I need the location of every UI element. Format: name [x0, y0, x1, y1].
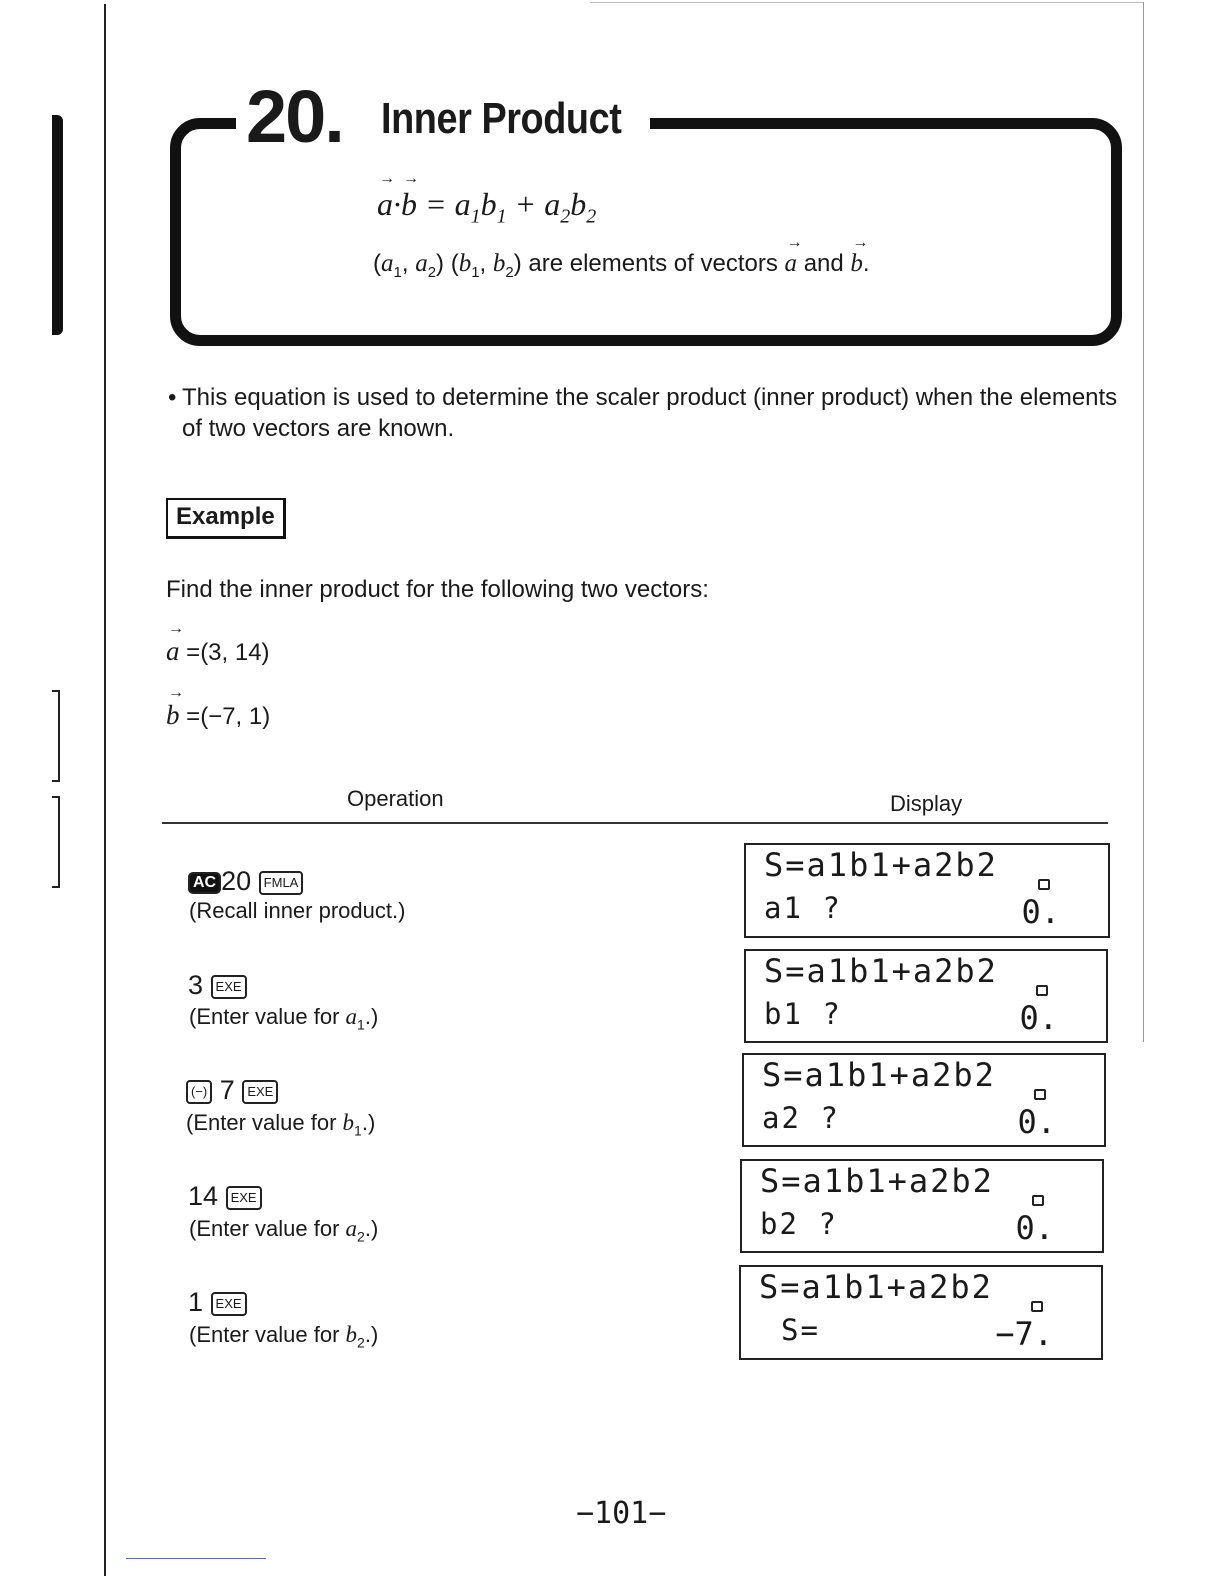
column-header-operation: Operation [347, 786, 444, 811]
display-value: 0. [1017, 1103, 1056, 1141]
operation-step-5: 1 EXE [188, 1287, 247, 1318]
display-formula: S=a1b1+a2b2 [764, 846, 998, 884]
column-header-display: Display [890, 791, 963, 816]
thumb-index-tab [52, 115, 63, 335]
inner-product-formula: → $a\cdot\to b = a_1b_1 + a_2b_2$ [377, 186, 596, 228]
edge-bracket [52, 796, 60, 888]
exe-key: EXE [211, 1292, 247, 1316]
display-value: 0. [1019, 999, 1058, 1037]
scan-right-edge [1143, 2, 1144, 1042]
operation-step-3: (−) 7 EXE [186, 1075, 278, 1106]
binding-edge-line [104, 4, 106, 1576]
example-prompt: Find the inner product for the following two vectors: [166, 576, 709, 603]
display-prompt: a2 ? [762, 1101, 840, 1135]
indicator-icon [1038, 879, 1050, 890]
operation-step-4: 14 EXE [188, 1181, 262, 1212]
calculator-display [744, 843, 1110, 938]
fmla-key: FMLA [259, 871, 304, 895]
indicator-icon [1031, 1301, 1043, 1312]
display-formula: S=a1b1+a2b2 [759, 1268, 993, 1306]
calculator-display [740, 1159, 1104, 1253]
intro-text: This equation is used to determine the scaler product (inner product) when the elements of two vectors are known. [182, 384, 1118, 442]
step-note: (Enter value for $a_1$.) [189, 1004, 379, 1033]
display-value: −7. [995, 1315, 1053, 1353]
display-formula: S=a1b1+a2b2 [760, 1162, 994, 1200]
calculator-display [739, 1265, 1103, 1360]
calculator-display [744, 949, 1108, 1043]
operation-step-1 [188, 866, 303, 897]
indicator-icon [1032, 1195, 1044, 1206]
operation-step-2: 3 EXE [188, 970, 247, 1001]
step-note: (Recall inner product.) [189, 898, 406, 923]
calculator-display [742, 1053, 1106, 1147]
example-label: Example [166, 498, 286, 539]
indicator-icon [1034, 1089, 1046, 1100]
step-note: (Enter value for $b_2$.) [189, 1322, 379, 1351]
scan-blue-line [126, 1558, 266, 1559]
table-header-rule [162, 822, 1108, 824]
ac-key: AC [188, 872, 221, 894]
page-number: −101− [576, 1496, 667, 1531]
formula-description: ($a_1$, $a_2$) ($b_1$, $b_2$) are elements of vectors → a and → b. [373, 250, 870, 281]
section-title: Inner Product [381, 94, 622, 143]
exe-key: EXE [226, 1186, 262, 1210]
intro-paragraph [168, 382, 1118, 444]
exe-key: EXE [211, 975, 247, 999]
display-prompt: b2 ? [760, 1207, 838, 1241]
display-value: 0. [1021, 893, 1060, 931]
indicator-icon [1036, 985, 1048, 996]
negative-key: (−) [186, 1080, 212, 1104]
display-formula: S=a1b1+a2b2 [762, 1056, 996, 1094]
step-note: (Enter value for $a_2$.) [189, 1216, 379, 1245]
exe-key: EXE [242, 1080, 278, 1104]
scan-top-edge [590, 2, 1144, 3]
display-prompt: b1 ? [764, 997, 842, 1031]
key-sequence: AC 20 FMLA [188, 866, 303, 896]
edge-bracket [52, 690, 60, 782]
bullet: • [168, 384, 177, 411]
display-prompt: a1 ? [764, 891, 842, 925]
vector-a-definition: → a =(3, 14) [166, 636, 270, 667]
display-value: 0. [1015, 1209, 1054, 1247]
step-note: (Enter value for $b_1$.) [186, 1110, 376, 1139]
vector-b-definition: → b =(−7, 1) [166, 700, 270, 731]
display-formula: S=a1b1+a2b2 [764, 952, 998, 990]
display-prompt: S= [781, 1313, 820, 1347]
section-number: 20. [246, 75, 343, 158]
